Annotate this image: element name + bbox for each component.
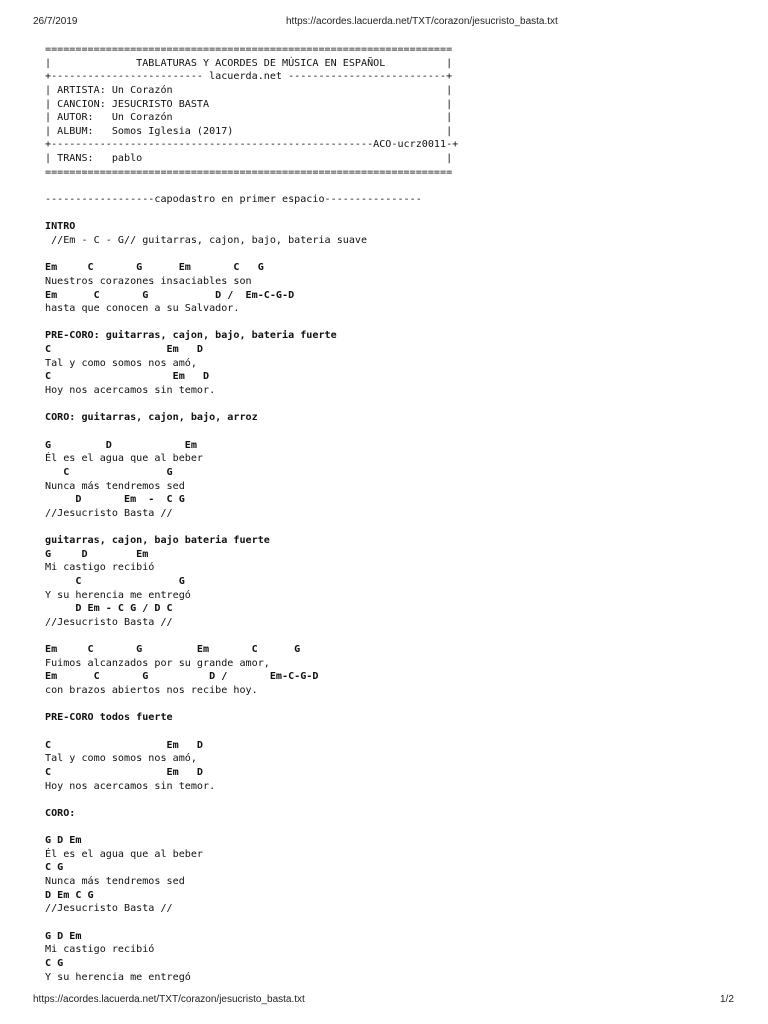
lyric-line: Él es el agua que al beber: [45, 453, 204, 465]
section-label: CORO: guitarras, cajon, bajo, arroz: [45, 412, 258, 424]
print-footer-url: https://acordes.lacuerda.net/TXT/corazon/jesucristo_basta.txt: [33, 994, 305, 1005]
lyric-line: //Jesucristo Basta //: [45, 507, 173, 519]
chord-line: G D Em: [45, 548, 149, 560]
lyric-line: //Jesucristo Basta //: [45, 616, 173, 628]
lyric-line: //Jesucristo Basta //: [45, 903, 173, 915]
chord-line: G D Em: [45, 439, 197, 451]
lyric-line: Nunca más tendremos sed: [45, 876, 185, 888]
blank-line: [45, 425, 735, 439]
header-box-line: | ALBUM: Somos Iglesia (2017) |: [45, 125, 453, 137]
blank-line: [45, 916, 735, 930]
lyric-line: //Em - C - G// guitarras, cajon, bajo, bateria suave: [45, 234, 368, 246]
header-box-line: +------------------------- lacuerda.net --------------------------+: [45, 71, 453, 83]
chord-line: C Em D: [45, 344, 204, 356]
chord-line: D Em C G: [45, 889, 94, 901]
blank-line: [45, 207, 735, 221]
header-box-line: | AUTOR: Un Corazón |: [45, 112, 453, 124]
print-date: 26/7/2019: [33, 16, 78, 27]
header-box-line: ===================================================================: [45, 166, 453, 178]
blank-line: [45, 248, 735, 262]
lyric-line: Tal y como somos nos amó,: [45, 357, 197, 369]
chord-line: C Em D: [45, 739, 204, 751]
lyric-line: Él es el agua que al beber: [45, 848, 204, 860]
chord-line: G D Em: [45, 835, 82, 847]
chord-line: D Em - C G / D C: [45, 603, 173, 615]
header-box-line: | TRANS: pablo |: [45, 153, 453, 165]
lyric-line: Y su herencia me entregó: [45, 971, 191, 983]
print-header-url: https://acordes.lacuerda.net/TXT/corazon/jesucristo_basta.txt: [286, 16, 558, 27]
header-box-line: +-----------------------------------------------------ACO-ucrz0011-+: [45, 139, 459, 151]
chord-line: Em C G D / Em-C-G-D: [45, 671, 319, 683]
chord-line: Em C G D / Em-C-G-D: [45, 289, 295, 301]
section-label: PRE-CORO todos fuerte: [45, 712, 173, 724]
section-label: guitarras, cajon, bajo bateria fuerte: [45, 535, 270, 547]
blank-line: [45, 725, 735, 739]
blank-line: [45, 698, 735, 712]
chord-line: D Em - C G: [45, 494, 185, 506]
header-box-line: | ARTISTA: Un Corazón |: [45, 84, 453, 96]
lyric-line: con brazos abiertos nos recibe hoy.: [45, 685, 258, 697]
lyric-line: Fuimos alcanzados por su grande amor,: [45, 657, 270, 669]
lyric-line: Hoy nos acercamos sin temor.: [45, 780, 216, 792]
chord-line: C Em D: [45, 766, 204, 778]
lyric-line: Hoy nos acercamos sin temor.: [45, 385, 216, 397]
chord-line: C G: [45, 466, 173, 478]
chord-line: C G: [45, 957, 64, 969]
blank-line: [45, 630, 735, 644]
header-box-line: | CANCION: JESUCRISTO BASTA |: [45, 98, 453, 110]
lyric-line: Mi castigo recibió: [45, 944, 155, 956]
page-number: 1/2: [720, 994, 734, 1005]
chord-line: C G: [45, 862, 64, 874]
header-box-line: ===================================================================: [45, 44, 453, 55]
chord-line: C Em D: [45, 371, 210, 383]
lyric-line: hasta que conocen a su Salvador.: [45, 303, 240, 315]
chord-line: G D Em: [45, 930, 82, 942]
blank-line: [45, 179, 735, 193]
chord-line: Em C G Em C G: [45, 644, 301, 656]
blank-line: [45, 793, 735, 807]
blank-line: [45, 398, 735, 412]
blank-line: [45, 520, 735, 534]
lyric-line: Tal y como somos nos amó,: [45, 753, 197, 765]
section-label: CORO:: [45, 807, 76, 819]
section-label: INTRO: [45, 221, 76, 233]
blank-line: [45, 821, 735, 835]
chord-line: C G: [45, 575, 185, 587]
chord-line: Em C G Em C G: [45, 262, 264, 274]
lyric-line: ------------------capodastro en primer espacio----------------: [45, 194, 422, 206]
lyric-line: Nuestros corazones insaciables son: [45, 275, 252, 287]
lyric-line: Y su herencia me entregó: [45, 589, 191, 601]
lyric-line: Mi castigo recibió: [45, 562, 155, 574]
tab-document: [45, 43, 735, 984]
blank-line: [45, 316, 735, 330]
section-label: PRE-CORO: guitarras, cajon, bajo, bateria fuerte: [45, 330, 337, 342]
lyric-line: Nunca más tendremos sed: [45, 480, 185, 492]
header-box-line: | TABLATURAS Y ACORDES DE MÚSICA EN ESPAÑOL |: [45, 57, 453, 69]
